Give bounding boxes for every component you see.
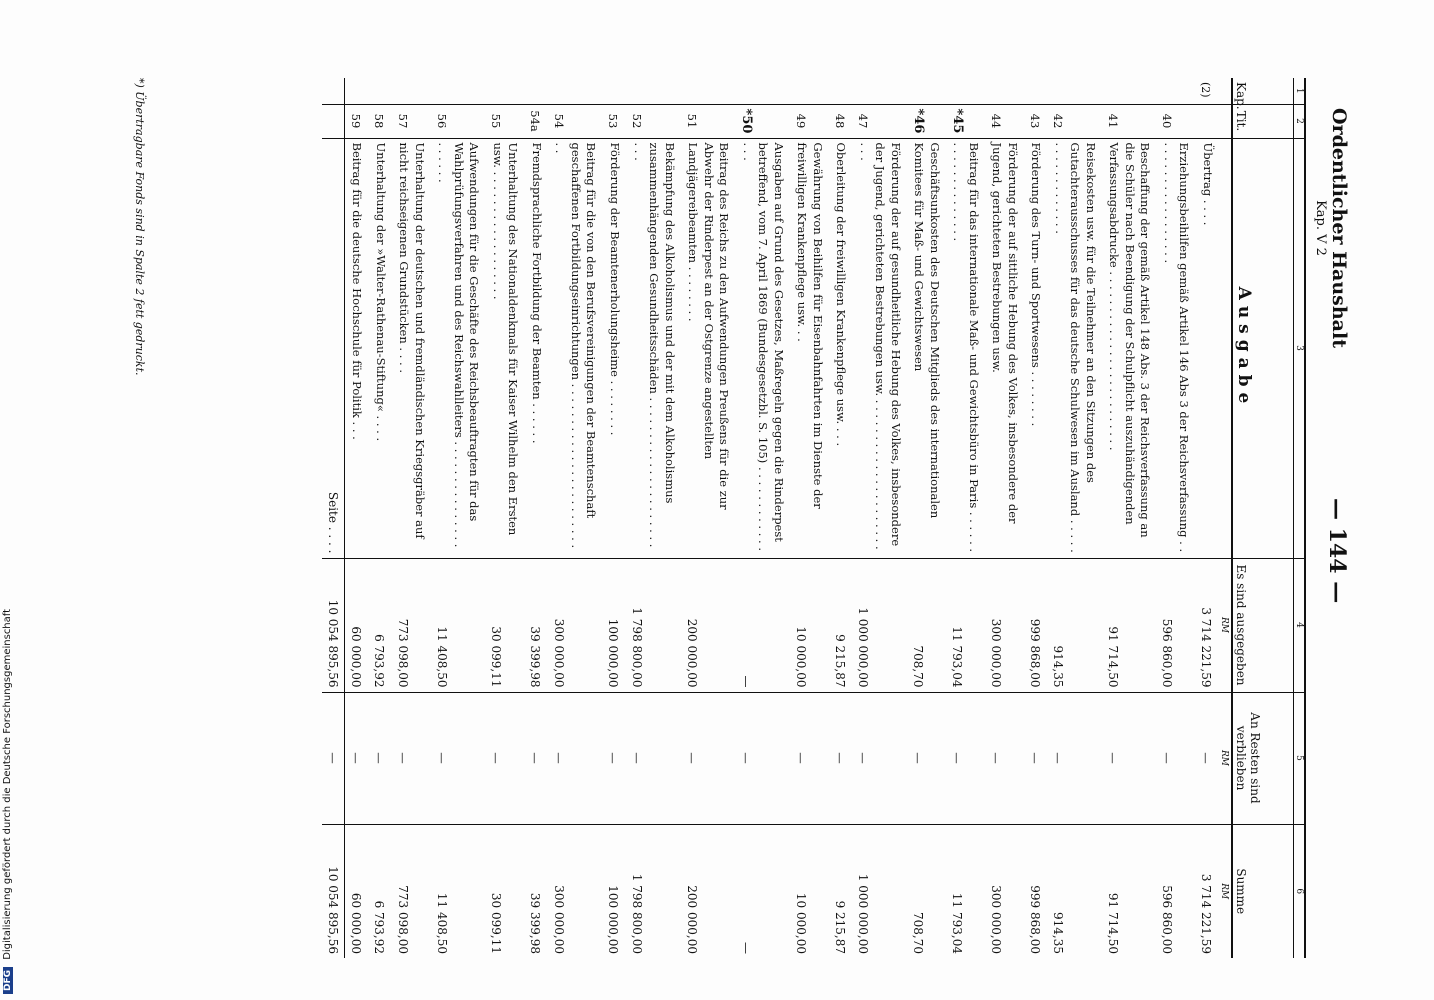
amount-total: 596 860,00 bbox=[1156, 824, 1195, 958]
table-row bbox=[485, 78, 524, 958]
amount-spent: 9 215,87 bbox=[829, 558, 853, 692]
amount-total: 1 798 800,00 bbox=[626, 824, 681, 958]
credit-text: Digitalisierung gefördert durch die Deutsche Forschungsgemeinschaft bbox=[2, 608, 13, 960]
kap-cell bbox=[1024, 78, 1048, 104]
row-description: Beitrag für die deutsche Hochschule für Politik . . . bbox=[344, 138, 368, 558]
table-row bbox=[368, 78, 392, 958]
title-number: 54a bbox=[524, 104, 548, 138]
header-tit: Tit. bbox=[1232, 104, 1294, 138]
amount-total: 91 714,50 bbox=[1102, 824, 1157, 958]
amount-total: 39 399,98 bbox=[524, 824, 548, 958]
amount-remaining: — bbox=[603, 692, 627, 824]
header-kap: Kap. bbox=[1232, 78, 1294, 104]
amount-spent: 300 000,00 bbox=[985, 558, 1024, 692]
total-spent: 10 054 895,56 bbox=[322, 558, 345, 692]
kap-cell bbox=[431, 78, 486, 104]
row-description: Beitrag des Reichs zu den Aufwendungen Preußens für die zur Abwehr der Rinderpest an der Ostgrenze angestellten Landjägereibeamten . . . . . . . . bbox=[681, 138, 736, 558]
title-number: 54 bbox=[548, 104, 603, 138]
table-row bbox=[735, 78, 790, 958]
kap-cell bbox=[790, 78, 829, 104]
kap-cell bbox=[485, 78, 524, 104]
page-number: — 144 — bbox=[1324, 498, 1350, 604]
kap-cell bbox=[907, 78, 946, 104]
row-description: Beschaffung der gemäß Artikel 148 Abs. 3 der Reichsverfassung an die Schüler nach Beendigung der Schulpflicht auszuhändigenden Verfassungsabdrucke . . . . . . . . . . . . . . . . . . . . . . . . . bbox=[1102, 138, 1157, 558]
row-description: Oberleitung der freiwilligen Krankenpflege usw. . . . bbox=[829, 138, 853, 558]
amount-spent: 200 000,00 bbox=[681, 558, 736, 692]
table-row bbox=[392, 78, 431, 958]
column-number: 5 bbox=[1294, 692, 1306, 824]
row-description: Erziehungsbeihilfen gemäß Artikel 146 Abs 3 der Reichsverfassung . . . . . . . . . . . . . . . . . . . bbox=[1156, 138, 1195, 558]
unit-label: RM bbox=[1219, 692, 1232, 824]
amount-spent: 30 099,11 bbox=[485, 558, 524, 692]
amount-total: 3 714 221,59 bbox=[1195, 824, 1219, 958]
table-row bbox=[626, 78, 681, 958]
title-number: *46 bbox=[907, 104, 946, 138]
amount-spent: 300 000,00 bbox=[548, 558, 603, 692]
title-number: 59 bbox=[344, 104, 368, 138]
dfg-credit bbox=[2, 394, 13, 994]
title-number bbox=[322, 104, 345, 138]
row-description: Unterhaltung der deutschen und fremdländischen Kriegsgräber auf nicht reichseigenen Grundstücken . . . . bbox=[392, 138, 431, 558]
table-row bbox=[548, 78, 603, 958]
title-number: 58 bbox=[368, 104, 392, 138]
total-sum: 10 054 895,56 bbox=[322, 824, 345, 958]
dfg-logo: DFG bbox=[3, 967, 13, 994]
amount-remaining: — bbox=[626, 692, 681, 824]
column-number: 2 bbox=[1294, 104, 1306, 138]
amount-total: 1 000 000,00 bbox=[852, 824, 907, 958]
amount-total: 300 000,00 bbox=[985, 824, 1024, 958]
row-description: Bekämpfung des Alkoholismus und der mit dem Alkoholismus zusammenhängenden Gesundheitsschäden . . . . . . . . . . . . . . . . . . . . . . . . bbox=[626, 138, 681, 558]
amount-spent: 1 000 000,00 bbox=[852, 558, 907, 692]
amount-total: 914,35 bbox=[1047, 824, 1102, 958]
page-header bbox=[1313, 78, 1350, 378]
table-row bbox=[852, 78, 907, 958]
amount-total: 10 000,00 bbox=[790, 824, 829, 958]
amount-remaining: — bbox=[368, 692, 392, 824]
amount-total: 60 000,00 bbox=[344, 824, 368, 958]
amount-remaining: — bbox=[1195, 692, 1219, 824]
kap-cell bbox=[735, 78, 790, 104]
amount-spent: 60 000,00 bbox=[344, 558, 368, 692]
amount-remaining: — bbox=[907, 692, 946, 824]
amount-total: 708,70 bbox=[907, 824, 946, 958]
amount-remaining: — bbox=[985, 692, 1024, 824]
amount-spent: 11 793,04 bbox=[946, 558, 985, 692]
row-description: Förderung des Turn- und Sportwesens . . . . . . . . bbox=[1024, 138, 1048, 558]
row-description: Förderung der Beamtenerholungsheime . . . . . . . . bbox=[603, 138, 627, 558]
amount-remaining: — bbox=[548, 692, 603, 824]
unit-row bbox=[1219, 78, 1232, 958]
amount-total: 9 215,87 bbox=[829, 824, 853, 958]
amount-spent: 773 098,00 bbox=[392, 558, 431, 692]
amount-remaining: — bbox=[790, 692, 829, 824]
table-row bbox=[1024, 78, 1048, 958]
title-number: *50 bbox=[735, 104, 790, 138]
title-number: 42 bbox=[1047, 104, 1102, 138]
title-number: 57 bbox=[392, 104, 431, 138]
table-row bbox=[681, 78, 736, 958]
column-number-row bbox=[1294, 78, 1306, 958]
row-description: Reisekosten usw. für die Teilnehmer an den Sitzungen des Gutachterausschusses für das deutsche Schulwesen im Ausland . . . . . . . . . . . . . . . . . . bbox=[1047, 138, 1102, 558]
title-number: 41 bbox=[1102, 104, 1157, 138]
table-row bbox=[790, 78, 829, 958]
total-remaining: — bbox=[322, 692, 345, 824]
table-row bbox=[829, 78, 853, 958]
column-number: 4 bbox=[1294, 558, 1306, 692]
table-row bbox=[431, 78, 486, 958]
header-title: Ordentlicher Haushalt bbox=[1328, 108, 1350, 348]
kap-cell bbox=[681, 78, 736, 104]
amount-remaining: — bbox=[524, 692, 548, 824]
kap-cell bbox=[985, 78, 1024, 104]
title-number: 48 bbox=[829, 104, 853, 138]
column-number: 6 bbox=[1294, 824, 1306, 958]
table-row bbox=[1102, 78, 1157, 958]
row-description: Geschäftsunkosten des Deutschen Mitglieds des internationalen Komitees für Maß- und Gewichtswesen bbox=[907, 138, 946, 558]
table-row bbox=[907, 78, 946, 958]
footnote: *) Übertragbare Fonds sind in Spalte 2 fett gedruckt. bbox=[133, 78, 146, 376]
table-row bbox=[1047, 78, 1102, 958]
amount-spent: 3 714 221,59 bbox=[1195, 558, 1219, 692]
table-row bbox=[1195, 78, 1219, 958]
title-number: 56 bbox=[431, 104, 486, 138]
amount-total: 773 098,00 bbox=[392, 824, 431, 958]
amount-total: 6 793,92 bbox=[368, 824, 392, 958]
row-description: Beitrag für das internationale Maß- und Gewichtsbüro in Paris . . . . . . . . . . . . . . . . . . . . bbox=[946, 138, 985, 558]
title-number: 44 bbox=[985, 104, 1024, 138]
kap-cell bbox=[852, 78, 907, 104]
title-number: 52 bbox=[626, 104, 681, 138]
total-row bbox=[322, 78, 345, 958]
amount-total: 300 000,00 bbox=[548, 824, 603, 958]
kap-cell bbox=[603, 78, 627, 104]
kap-cell bbox=[1102, 78, 1157, 104]
table-row bbox=[946, 78, 985, 958]
amount-total: 11 793,04 bbox=[946, 824, 985, 958]
kap-cell bbox=[1156, 78, 1195, 104]
column-number: 3 bbox=[1294, 138, 1306, 558]
budget-table bbox=[322, 78, 1306, 958]
kap-cell bbox=[344, 78, 368, 104]
amount-remaining: — bbox=[1047, 692, 1102, 824]
title-number: 53 bbox=[603, 104, 627, 138]
amount-total: 11 408,50 bbox=[431, 824, 486, 958]
kap-cell bbox=[392, 78, 431, 104]
amount-remaining: — bbox=[1156, 692, 1195, 824]
title-number: *45 bbox=[946, 104, 985, 138]
row-description: Unterhaltung der »Walter-Rathenau-Stiftung« . . . . bbox=[368, 138, 392, 558]
title-number bbox=[1195, 104, 1219, 138]
amount-remaining: — bbox=[431, 692, 486, 824]
amount-remaining: — bbox=[344, 692, 368, 824]
budget-page bbox=[118, 78, 1358, 958]
kap-cell bbox=[1047, 78, 1102, 104]
header-reste: An Resten sind verblieben bbox=[1232, 692, 1294, 824]
row-description: Fremdsprachliche Fortbildung der Beamten . . . . . . bbox=[524, 138, 548, 558]
amount-spent: 1 798 800,00 bbox=[626, 558, 681, 692]
amount-spent: 708,70 bbox=[907, 558, 946, 692]
row-description: Förderung der auf gesundheitliche Hebung des Volkes, insbesondere der Jugend, gerichteten Bestrebungen usw. . . . . . . . . . . . . . . . . . . . . . . . . bbox=[852, 138, 907, 558]
amount-total: 200 000,00 bbox=[681, 824, 736, 958]
amount-remaining: — bbox=[946, 692, 985, 824]
row-description: Förderung der auf sittliche Hebung des Volkes, insbesondere der Jugend, gerichteten Bestrebungen usw. bbox=[985, 138, 1024, 558]
kap-cell bbox=[548, 78, 603, 104]
header-subtitle: Kap. V 2 bbox=[1313, 200, 1328, 256]
amount-spent: 914,35 bbox=[1047, 558, 1102, 692]
row-description: Übertrag . . . . bbox=[1195, 138, 1219, 558]
amount-remaining: — bbox=[1102, 692, 1157, 824]
total-label: Seite . . . . bbox=[322, 138, 345, 558]
amount-total: 999 868,00 bbox=[1024, 824, 1048, 958]
column-header-row bbox=[1232, 78, 1294, 958]
title-number: 55 bbox=[485, 104, 524, 138]
amount-remaining: — bbox=[852, 692, 907, 824]
title-number: 47 bbox=[852, 104, 907, 138]
amount-total: 100 000,00 bbox=[603, 824, 627, 958]
table-row bbox=[524, 78, 548, 958]
title-number: 49 bbox=[790, 104, 829, 138]
header-summe: Summe bbox=[1232, 824, 1294, 958]
table-row bbox=[985, 78, 1024, 958]
amount-remaining: — bbox=[392, 692, 431, 824]
amount-spent: 11 408,50 bbox=[431, 558, 486, 692]
kap-cell bbox=[524, 78, 548, 104]
row-description: Aufwendungen für die Geschäfte des Reichsbeauftragten für das Wahlprüfungsverfahren und des Reichswahlleiters . . . . . . . . . . . . . . . . . . . . . bbox=[431, 138, 486, 558]
unit-label: RM bbox=[1219, 558, 1232, 692]
row-description: Beitrag für die von den Berufsvereinigungen der Beamtenschaft geschaffenen Fortbildungseinrichtungen . . . . . . . . . . . . . . . . . . . . . . . . . bbox=[548, 138, 603, 558]
title-number: 43 bbox=[1024, 104, 1048, 138]
amount-spent: 10 000,00 bbox=[790, 558, 829, 692]
row-description: Ausgaben auf Grund des Gesetzes, Maßregeln gegen die Rinderpest betreffend, vom 7. April 1869 (Bundesgesetzbl. S. 105) . . . . . . . . . . . . . . . bbox=[735, 138, 790, 558]
amount-remaining: — bbox=[681, 692, 736, 824]
amount-remaining: — bbox=[1024, 692, 1048, 824]
title-number: 40 bbox=[1156, 104, 1195, 138]
kap-cell bbox=[829, 78, 853, 104]
kap-cell bbox=[946, 78, 985, 104]
amount-spent: 6 793,92 bbox=[368, 558, 392, 692]
kap-cell bbox=[626, 78, 681, 104]
kap-cell: (2) bbox=[1199, 82, 1213, 98]
amount-spent: 39 399,98 bbox=[524, 558, 548, 692]
amount-remaining: — bbox=[829, 692, 853, 824]
row-description: Unterhaltung des Nationaldenkmals für Kaiser Wilhelm den Ersten usw. . . . . . . . . . . . . . . . . . . bbox=[485, 138, 524, 558]
column-number: 1 bbox=[1294, 78, 1306, 104]
amount-spent: 999 868,00 bbox=[1024, 558, 1048, 692]
amount-spent: 91 714,50 bbox=[1102, 558, 1157, 692]
table-row bbox=[1156, 78, 1195, 958]
kap-cell bbox=[368, 78, 392, 104]
header-ausgegeben: Es sind ausgegeben bbox=[1232, 558, 1294, 692]
amount-total: — bbox=[735, 824, 790, 958]
kap-cell bbox=[322, 78, 345, 104]
amount-spent: 596 860,00 bbox=[1156, 558, 1195, 692]
row-description: Gewährung von Beihilfen für Eisenbahnfahrten im Dienste der freiwilligen Krankenpflege usw. . . bbox=[790, 138, 829, 558]
amount-total: 30 099,11 bbox=[485, 824, 524, 958]
header-ausgabe: Ausgabe bbox=[1232, 138, 1294, 558]
table-row bbox=[344, 78, 368, 958]
table-body bbox=[322, 78, 1219, 958]
title-number: 51 bbox=[681, 104, 736, 138]
amount-spent: — bbox=[735, 558, 790, 692]
unit-label: RM bbox=[1219, 824, 1232, 958]
amount-remaining: — bbox=[485, 692, 524, 824]
amount-spent: 100 000,00 bbox=[603, 558, 627, 692]
amount-remaining: — bbox=[735, 692, 790, 824]
table-row bbox=[603, 78, 627, 958]
